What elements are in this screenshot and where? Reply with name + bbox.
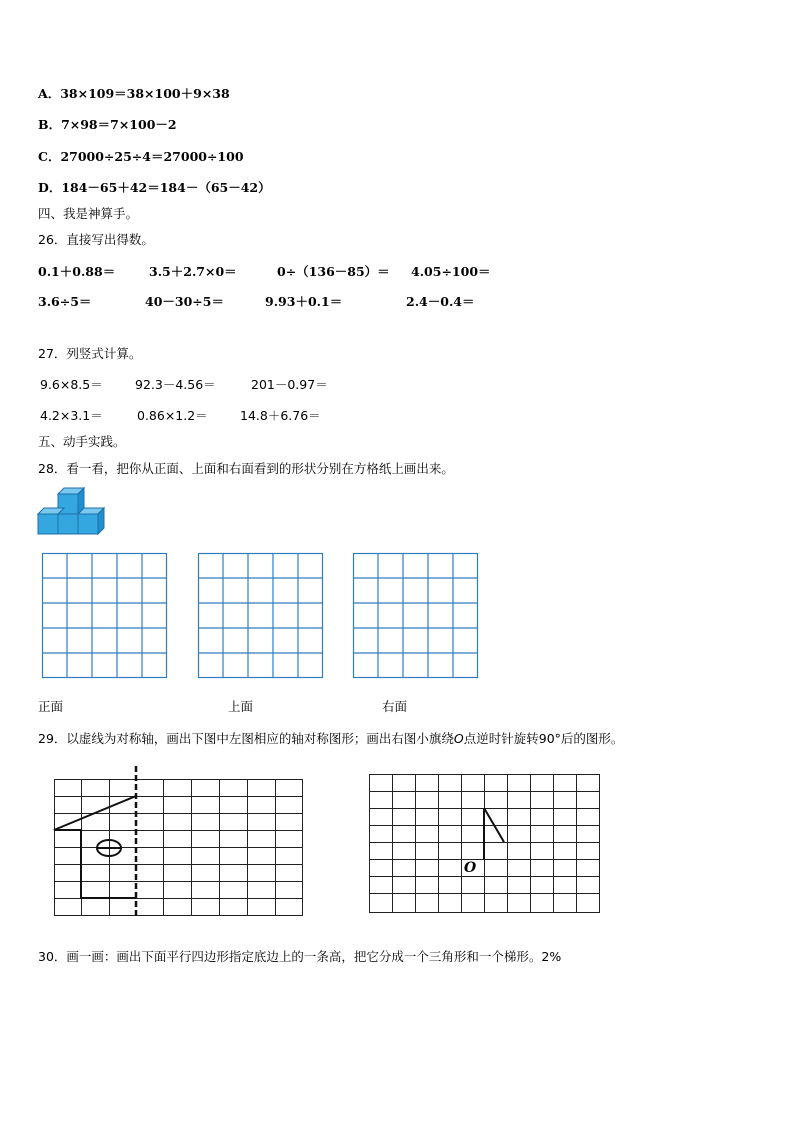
q27-item: 201－0.97＝ bbox=[251, 377, 328, 392]
q29-title bbox=[38, 729, 623, 747]
q26-item: 2.4－0.4＝ bbox=[406, 294, 475, 309]
section-5-title: 五、动手实践。 bbox=[38, 434, 126, 449]
q26-item: 0÷（136－85）＝ bbox=[277, 264, 390, 279]
q26-item: 9.93＋0.1＝ bbox=[265, 294, 343, 309]
q27-item: 0.86×1.2＝ bbox=[137, 408, 208, 423]
grid-front[interactable] bbox=[42, 553, 168, 679]
point-o-label: O bbox=[464, 860, 477, 876]
q29-title-start: 29．以虚线为对称轴，画出下图中左图相应的轴对称图形；画出右图小旗绕 bbox=[38, 731, 454, 746]
grid-right[interactable] bbox=[353, 553, 479, 679]
q26-item: 40－30÷5＝ bbox=[145, 294, 224, 309]
q27-title: 27．列竖式计算。 bbox=[38, 346, 142, 361]
section-4-title: 四、我是神算手。 bbox=[38, 206, 139, 221]
q26-item: 3.6÷5＝ bbox=[38, 294, 92, 309]
symmetry-grid[interactable] bbox=[54, 766, 304, 918]
grid-top[interactable] bbox=[198, 553, 324, 679]
caption-right: 右面 bbox=[382, 699, 408, 714]
caption-top: 上面 bbox=[228, 699, 254, 714]
q30-title: 30．画一画：画出下面平行四边形指定底边上的一条高，把它分成一个三角形和一个梯形。2% bbox=[38, 949, 562, 964]
q27-item: 92.3－4.56＝ bbox=[135, 377, 216, 392]
caption-front: 正面 bbox=[38, 699, 64, 714]
q26-title: 26．直接写出得数。 bbox=[38, 232, 154, 247]
q26-item: 3.5＋2.7×0＝ bbox=[149, 264, 237, 279]
q29-title-end: 点逆时针旋转90°后的图形。 bbox=[463, 731, 624, 746]
q27-item: 4.2×3.1＝ bbox=[40, 408, 103, 423]
q28-title: 28．看一看，把你从正面、上面和右面看到的形状分别在方格纸上画出来。 bbox=[38, 461, 454, 476]
q26-item: 0.1＋0.88＝ bbox=[38, 264, 116, 279]
rotation-grid[interactable] bbox=[368, 773, 602, 915]
option-c: C．27000÷25÷4＝27000÷100 bbox=[38, 149, 244, 164]
q26-item: 4.05÷100＝ bbox=[411, 264, 491, 279]
option-b: B．7×98＝7×100－2 bbox=[38, 117, 177, 132]
q29-title-o: O bbox=[453, 731, 464, 746]
option-a: A．38×109＝38×100＋9×38 bbox=[38, 86, 230, 101]
cube-stack-figure bbox=[38, 488, 108, 536]
option-d: D．184－65＋42＝184－（65－42） bbox=[38, 180, 271, 195]
q27-item: 9.6×8.5＝ bbox=[40, 377, 103, 392]
q27-item: 14.8＋6.76＝ bbox=[240, 408, 321, 423]
flag-shape bbox=[484, 808, 504, 859]
